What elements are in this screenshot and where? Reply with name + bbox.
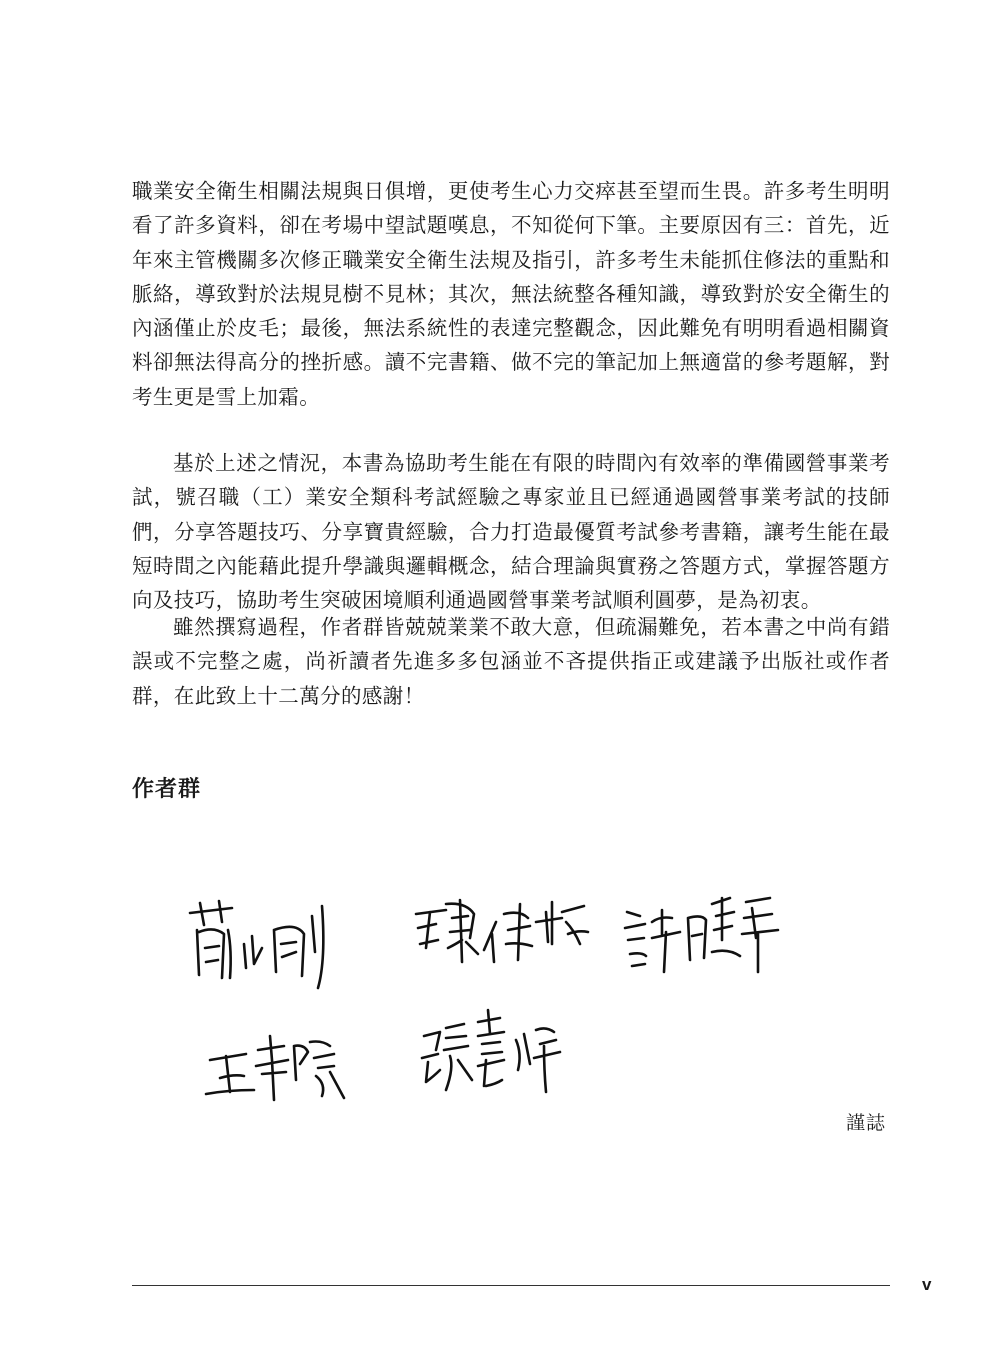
preface-paragraph-2: 基於上述之情況，本書為協助考生能在有限的時間內有效率的準備國營事業考試，號召職（工）業安全類科考試經驗之專家並且已經通過國營事業考試的技師們，分享答題技巧、分享寶貴經驗，合力打造最優質考試參考書籍，讓考生能在最短時間之內能藉此提升學識與邏輯概念，結合理論與實務之答題方式，掌握答題方向及技巧，協助考生突破困境順利通過國營事業考試順利圓夢，是為初衷。	[132, 451, 890, 613]
preface-paragraph-1: 職業安全衛生相關法規與日俱增，更使考生心力交瘁甚至望而生畏。許多考生明明看了許多資料，卻在考場中望試題嘆息，不知從何下筆。主要原因有三：首先，近年來主管機關多次修正職業安全衛生法規及指引，許多考生未能抓住修法的重點和脈絡，導致對於法規見樹不見林；其次，無法統整各種知識，導致對於安全衛生的內涵僅止於皮毛；最後，無法系統性的表達完整觀念，因此難免有明明看過相關資料卻無法得高分的挫折感。讀不完書籍、做不完的筆記加上無適當的參考題解，對考生更是雪上加霜。	[132, 179, 890, 409]
signature-4	[206, 1036, 344, 1100]
signature-5	[422, 1010, 560, 1092]
authors-heading: 作者群	[132, 777, 202, 802]
signature-3	[625, 898, 778, 972]
page-number: v	[922, 1275, 932, 1294]
signature-2	[416, 900, 588, 962]
preface-paragraph-3: 雖然撰寫過程，作者群皆兢兢業業不敢大意，但疏漏難免，若本書之中尚有錯誤或不完整之處，尚祈讀者先進多多包涵並不吝提供指正或建議予出版社或作者群，在此致上十二萬分的感謝！	[132, 615, 890, 708]
footer-divider	[132, 1285, 890, 1286]
signature-1	[190, 901, 323, 988]
closing-note: 謹誌	[846, 1112, 887, 1134]
